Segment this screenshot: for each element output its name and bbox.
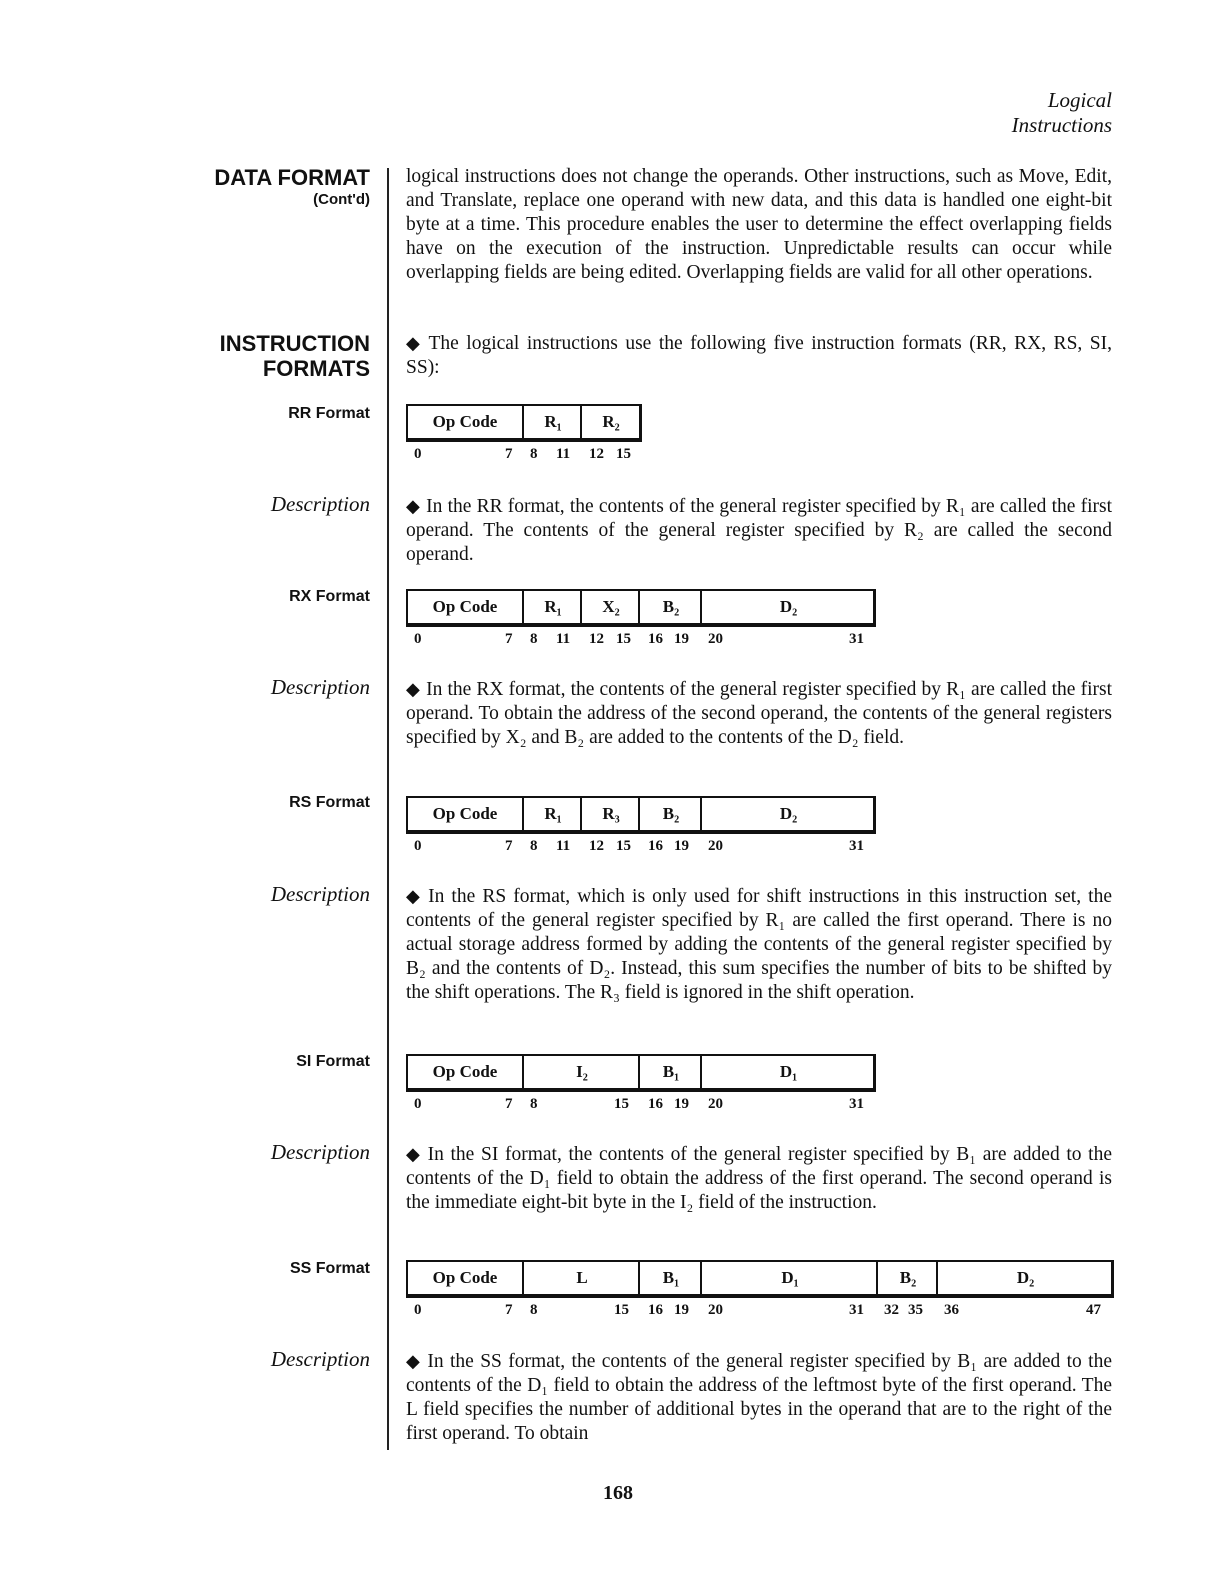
si-field-opcode: Op Code	[432, 1062, 498, 1081]
bit-label: 0	[414, 631, 422, 647]
rs-field-opcode: Op Code	[432, 804, 498, 823]
bit-label: 7	[505, 631, 513, 647]
instruction-formats-line1: INSTRUCTION	[219, 331, 370, 356]
rr-field-r2: R₂	[580, 406, 640, 438]
data-format-paragraph: logical instructions does not change the operands. Other instructions, such as Move, Edit, and Translate, replace one operand with new data, and this data is handled one eight-bit byte at a time. This procedure enables the user to determine the effect overlapping fields have on the execution of the instruction. Unpredictable results can occur while overlapping fields are being edited. Overlapping fields are valid for all other operations.	[406, 166, 1112, 283]
bit-label: 8	[530, 446, 538, 462]
rx-bit-positions	[406, 631, 876, 651]
ss-description-label: Description	[270, 1347, 370, 1371]
bit-label: 20	[708, 838, 723, 854]
ss-field-b2: B₂	[876, 1262, 938, 1294]
diamond-bullet-icon: ◆	[406, 1144, 422, 1164]
rx-field-b2: B₂	[638, 591, 702, 623]
rr-description-text: In the RR format, the contents of the general register specified by R₁ are called the first operand. The contents of the general register specified by R₂ are called the second operand.	[406, 496, 1112, 565]
ss-description-text: In the SS format, the contents of the general register specified by B₁ are added to the contents of the D₁ field to obtain the address of the leftmost byte of the first operand. The L field specifies the number of additional bytes in the operand that are to the right of the first operand. To obtain	[406, 1351, 1112, 1444]
ss-field-l: L	[522, 1262, 640, 1294]
data-format-title: DATA FORMAT	[214, 165, 370, 190]
bit-label: 15	[614, 1096, 629, 1112]
rr-field-box	[406, 404, 642, 442]
rx-field-d2: D₂	[700, 591, 875, 623]
ss-field-d1: D₁	[700, 1262, 878, 1294]
bit-label: 15	[614, 1302, 629, 1318]
rs-description-label: Description	[270, 882, 370, 906]
rs-format-diagram	[406, 796, 876, 858]
rx-description	[406, 677, 1112, 750]
bit-label: 20	[708, 1302, 723, 1318]
bit-label: 31	[849, 838, 864, 854]
rx-field-r1: R₁	[522, 591, 582, 623]
margin-rule	[387, 168, 389, 1450]
rs-field-b2: B₂	[638, 798, 702, 830]
ss-field-box	[406, 1260, 1114, 1298]
bit-label: 7	[505, 838, 513, 854]
si-description	[406, 1142, 1112, 1215]
bit-label: 47	[1086, 1302, 1101, 1318]
bit-label: 20	[708, 631, 723, 647]
diamond-bullet-icon: ◆	[406, 333, 423, 353]
bit-label: 8	[530, 838, 538, 854]
ss-format-label: SS Format	[289, 1260, 370, 1277]
bit-label: 7	[505, 1302, 513, 1318]
rx-field-x2: X₂	[580, 591, 640, 623]
bit-label: 16	[648, 1096, 663, 1112]
ss-description	[406, 1349, 1112, 1446]
running-head-line2: Instructions	[1011, 113, 1112, 137]
ss-field-opcode: Op Code	[432, 1268, 498, 1287]
si-field-box	[406, 1054, 876, 1092]
bit-label: 32	[884, 1302, 899, 1318]
rs-description	[406, 884, 1112, 1005]
si-format-label: SI Format	[296, 1053, 370, 1070]
diamond-bullet-icon: ◆	[406, 679, 421, 699]
rx-field-opcode: Op Code	[432, 597, 498, 616]
bit-label: 7	[505, 446, 513, 462]
bit-label: 12	[589, 838, 604, 854]
rx-description-text: In the RX format, the contents of the general register specified by R₁ are called the first operand. To obtain the address of the second operand, the contents of the general registers specified by X₂ and B₂ are added to the contents of the D₂ field.	[406, 679, 1112, 748]
bit-label: 12	[589, 446, 604, 462]
bit-label: 0	[414, 1096, 422, 1112]
rr-description-label: Description	[270, 492, 370, 516]
rr-field-opcode: Op Code	[432, 412, 498, 431]
bit-label: 0	[414, 838, 422, 854]
bit-label: 0	[414, 1302, 422, 1318]
rx-field-box	[406, 589, 876, 627]
rs-field-box	[406, 796, 876, 834]
si-description-text: In the SI format, the contents of the general register specified by B₁ are added to the contents of the D₁ field to obtain the address of the first operand. The second operand is the immediate eight-bit byte in the I₂ field of the instruction.	[406, 1144, 1112, 1213]
rs-field-r1: R₁	[522, 798, 582, 830]
rx-description-label: Description	[270, 675, 370, 699]
instruction-formats-heading	[220, 331, 370, 381]
rr-bit-positions	[406, 446, 642, 466]
rr-format-diagram	[406, 404, 642, 466]
diamond-bullet-icon: ◆	[406, 886, 423, 906]
bit-label: 19	[674, 1096, 689, 1112]
intro-text: The logical instructions use the following five instruction formats (RR, RX, RS, SI, SS):	[406, 333, 1112, 378]
bit-label: 12	[589, 631, 604, 647]
bit-label: 7	[505, 1096, 513, 1112]
diamond-bullet-icon: ◆	[406, 1351, 422, 1371]
rs-format-label: RS Format	[289, 794, 370, 811]
running-head	[1012, 88, 1112, 138]
data-format-heading	[214, 165, 370, 210]
bit-label: 31	[849, 1302, 864, 1318]
ss-field-b1: B₁	[638, 1262, 702, 1294]
rs-bit-positions	[406, 838, 876, 858]
rs-field-d2: D₂	[700, 798, 875, 830]
bit-label: 8	[530, 1096, 538, 1112]
bit-label: 19	[674, 1302, 689, 1318]
bit-label: 8	[530, 631, 538, 647]
bit-label: 11	[556, 446, 571, 462]
si-description-label: Description	[270, 1140, 370, 1164]
ss-bit-positions	[406, 1302, 1114, 1322]
rr-field-r1: R₁	[522, 406, 582, 438]
bit-label: 19	[674, 631, 689, 647]
bit-label: 11	[556, 838, 571, 854]
bit-label: 8	[530, 1302, 538, 1318]
bit-label: 31	[849, 1096, 864, 1112]
rx-format-diagram	[406, 589, 876, 651]
bit-label: 36	[944, 1302, 959, 1318]
bit-label: 0	[414, 446, 422, 462]
bit-label: 16	[648, 631, 663, 647]
si-field-d1: D₁	[700, 1056, 875, 1088]
si-field-b1: B₁	[638, 1056, 702, 1088]
bit-label: 15	[616, 446, 631, 462]
rs-description-text: In the RS format, which is only used for shift instructions in this instruction set, the contents of the general register specified by R₁ are called the first operand. There is no actual storage address formed by adding the contents of the general register specified by B₂ and the contents of D₂. Instead, this sum specifies the number of bits to be shifted by the shift operations. The R₃ field is ignored in the shift operation.	[406, 886, 1112, 1003]
rs-field-r3: R₃	[580, 798, 640, 830]
data-format-contd: (Cont'd)	[313, 191, 370, 208]
bit-label: 16	[648, 838, 663, 854]
bit-label: 20	[708, 1096, 723, 1112]
bit-label: 15	[616, 631, 631, 647]
page-number: 168	[603, 1482, 633, 1504]
rr-format-label: RR Format	[288, 405, 370, 422]
intro-paragraph	[406, 331, 1112, 380]
instruction-formats-line2: FORMATS	[262, 356, 370, 381]
running-head-line1: Logical	[1047, 88, 1112, 112]
ss-field-d2: D₂	[936, 1262, 1113, 1294]
bit-label: 19	[674, 838, 689, 854]
bit-label: 16	[648, 1302, 663, 1318]
bit-label: 31	[849, 631, 864, 647]
si-bit-positions	[406, 1096, 876, 1116]
ss-format-diagram	[406, 1260, 1114, 1322]
diamond-bullet-icon: ◆	[406, 496, 421, 516]
rr-description	[406, 494, 1112, 567]
si-field-i2: I₂	[522, 1056, 640, 1088]
bit-label: 15	[616, 838, 631, 854]
si-format-diagram	[406, 1054, 876, 1116]
bit-label: 11	[556, 631, 571, 647]
bit-label: 35	[908, 1302, 923, 1318]
rx-format-label: RX Format	[289, 588, 370, 605]
